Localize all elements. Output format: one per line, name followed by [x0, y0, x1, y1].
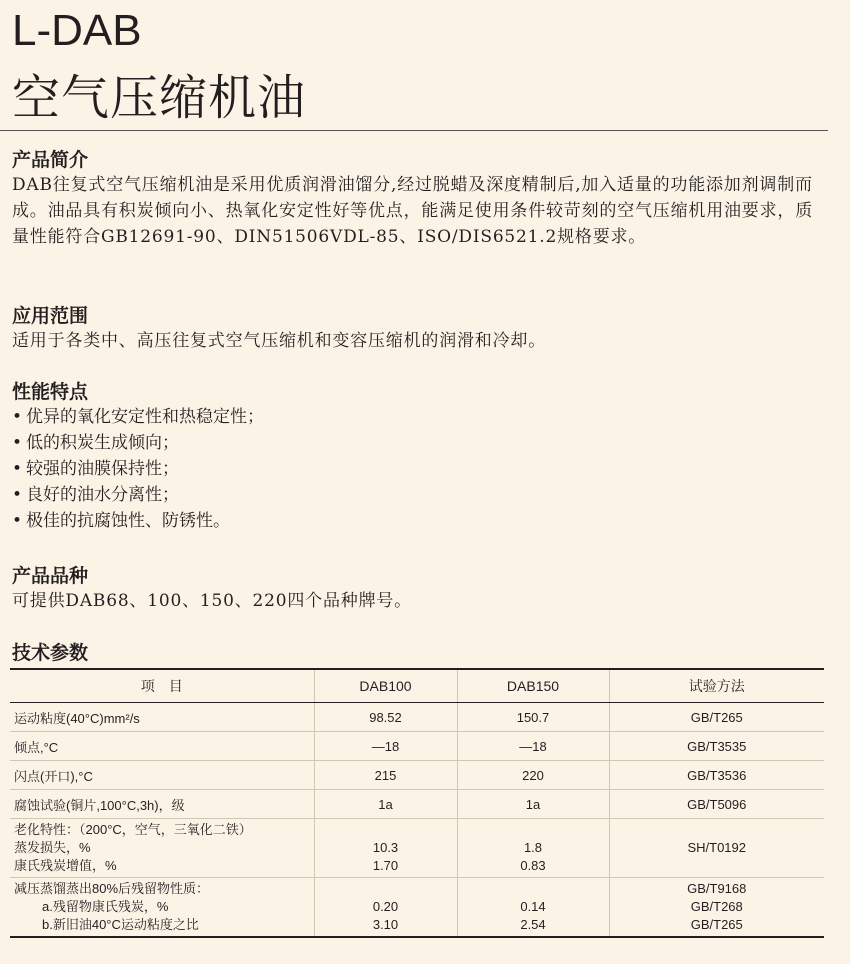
- section-features: [12, 380, 830, 534]
- section-heading: 应用范围: [12, 305, 89, 327]
- table-row: [10, 703, 824, 732]
- list-item: • 低的积炭生成倾向；: [12, 433, 179, 453]
- title-divider: [0, 130, 828, 131]
- table-cell: 闪点(开口),°C: [10, 761, 314, 790]
- column-header: 试验方法: [609, 669, 824, 703]
- product-code-title: L-DAB: [12, 6, 142, 55]
- table-row-aging: [10, 819, 824, 878]
- table-cell: 150.7: [457, 703, 609, 732]
- list-item: • 良好的油水分离性；: [12, 485, 179, 505]
- section-intro: [12, 148, 830, 250]
- table-row-residue: [10, 878, 824, 938]
- table-cell: 0.14 2.54: [457, 878, 609, 938]
- section-grades: [12, 564, 830, 614]
- spec-table: [10, 668, 824, 938]
- table-cell: —18: [457, 732, 609, 761]
- table-cell: 倾点,°C: [10, 732, 314, 761]
- section-body: DAB往复式空气压缩机油是采用优质润滑油馏分,经过脱蜡及深度精制后,加入适量的功能添加剂调制而成。油品具有积炭倾向小、热氧化安定性好等优点，能满足使用条件较苛刻的空气压缩机用油要求，质量性能符合GB12691-90、DIN51506VDL-85、ISO/DIS6521.2规格要求。: [12, 175, 813, 247]
- aging-sub-label: 蒸发损失，%: [14, 840, 91, 855]
- list-item: • 较强的油膜保持性；: [12, 459, 179, 479]
- table-cell: GB/T3536: [609, 761, 824, 790]
- table-cell: 10.3 1.70: [314, 819, 457, 878]
- section-heading: 产品品种: [12, 565, 89, 587]
- table-cell: [10, 819, 314, 878]
- product-name-title: 空气压缩机油: [12, 70, 307, 126]
- section-heading: 技术参数: [12, 642, 89, 664]
- aging-label: 老化特性：（200°C，空气，三氧化二铁）: [14, 822, 252, 837]
- residue-sub-label: b.新旧油40°C运动粘度之比: [42, 917, 199, 932]
- table-cell: GB/T3535: [609, 732, 824, 761]
- table-row: [10, 732, 824, 761]
- residue-sub-label: a.残留物康氏残炭，%: [42, 899, 169, 914]
- table-cell: 0.20 3.10: [314, 878, 457, 938]
- section-body: 可提供DAB68、100、150、220四个品种牌号。: [12, 591, 412, 611]
- table-cell: 98.52: [314, 703, 457, 732]
- residue-label: 减压蒸馏蒸出80%后残留物性质：: [14, 881, 210, 896]
- table-cell: [10, 878, 314, 938]
- table-cell: 220: [457, 761, 609, 790]
- list-item: • 优异的氧化安定性和热稳定性；: [12, 407, 264, 427]
- table-cell: —18: [314, 732, 457, 761]
- section-heading: 性能特点: [12, 381, 89, 403]
- table-cell: 215: [314, 761, 457, 790]
- table-row: [10, 761, 824, 790]
- table-cell: 1.8 0.83: [457, 819, 609, 878]
- table-cell: 运动粘度(40°C)mm²/s: [10, 703, 314, 732]
- section-heading: 产品简介: [12, 149, 89, 171]
- section-usage: [12, 304, 830, 354]
- section-body: 适用于各类中、高压往复式空气压缩机和变容压缩机的润滑和冷却。: [12, 331, 546, 351]
- section-specs: [12, 641, 830, 665]
- column-header: DAB100: [314, 669, 457, 703]
- list-item: • 极佳的抗腐蚀性、防锈性。: [12, 511, 230, 531]
- table-cell: GB/T265: [609, 703, 824, 732]
- table-cell: 腐蚀试验(铜片,100°C,3h)，级: [10, 790, 314, 819]
- column-header: 项 目: [10, 669, 314, 703]
- table-row: [10, 790, 824, 819]
- table-cell: 1a: [314, 790, 457, 819]
- table-cell: GB/T5096: [609, 790, 824, 819]
- table-header-row: [10, 669, 824, 703]
- aging-sub-label: 康氏残炭增值，%: [14, 858, 117, 873]
- table-cell: SH/T0192: [609, 819, 824, 878]
- table-cell: GB/T9168 GB/T268 GB/T265: [609, 878, 824, 938]
- table-cell: 1a: [457, 790, 609, 819]
- column-header: DAB150: [457, 669, 609, 703]
